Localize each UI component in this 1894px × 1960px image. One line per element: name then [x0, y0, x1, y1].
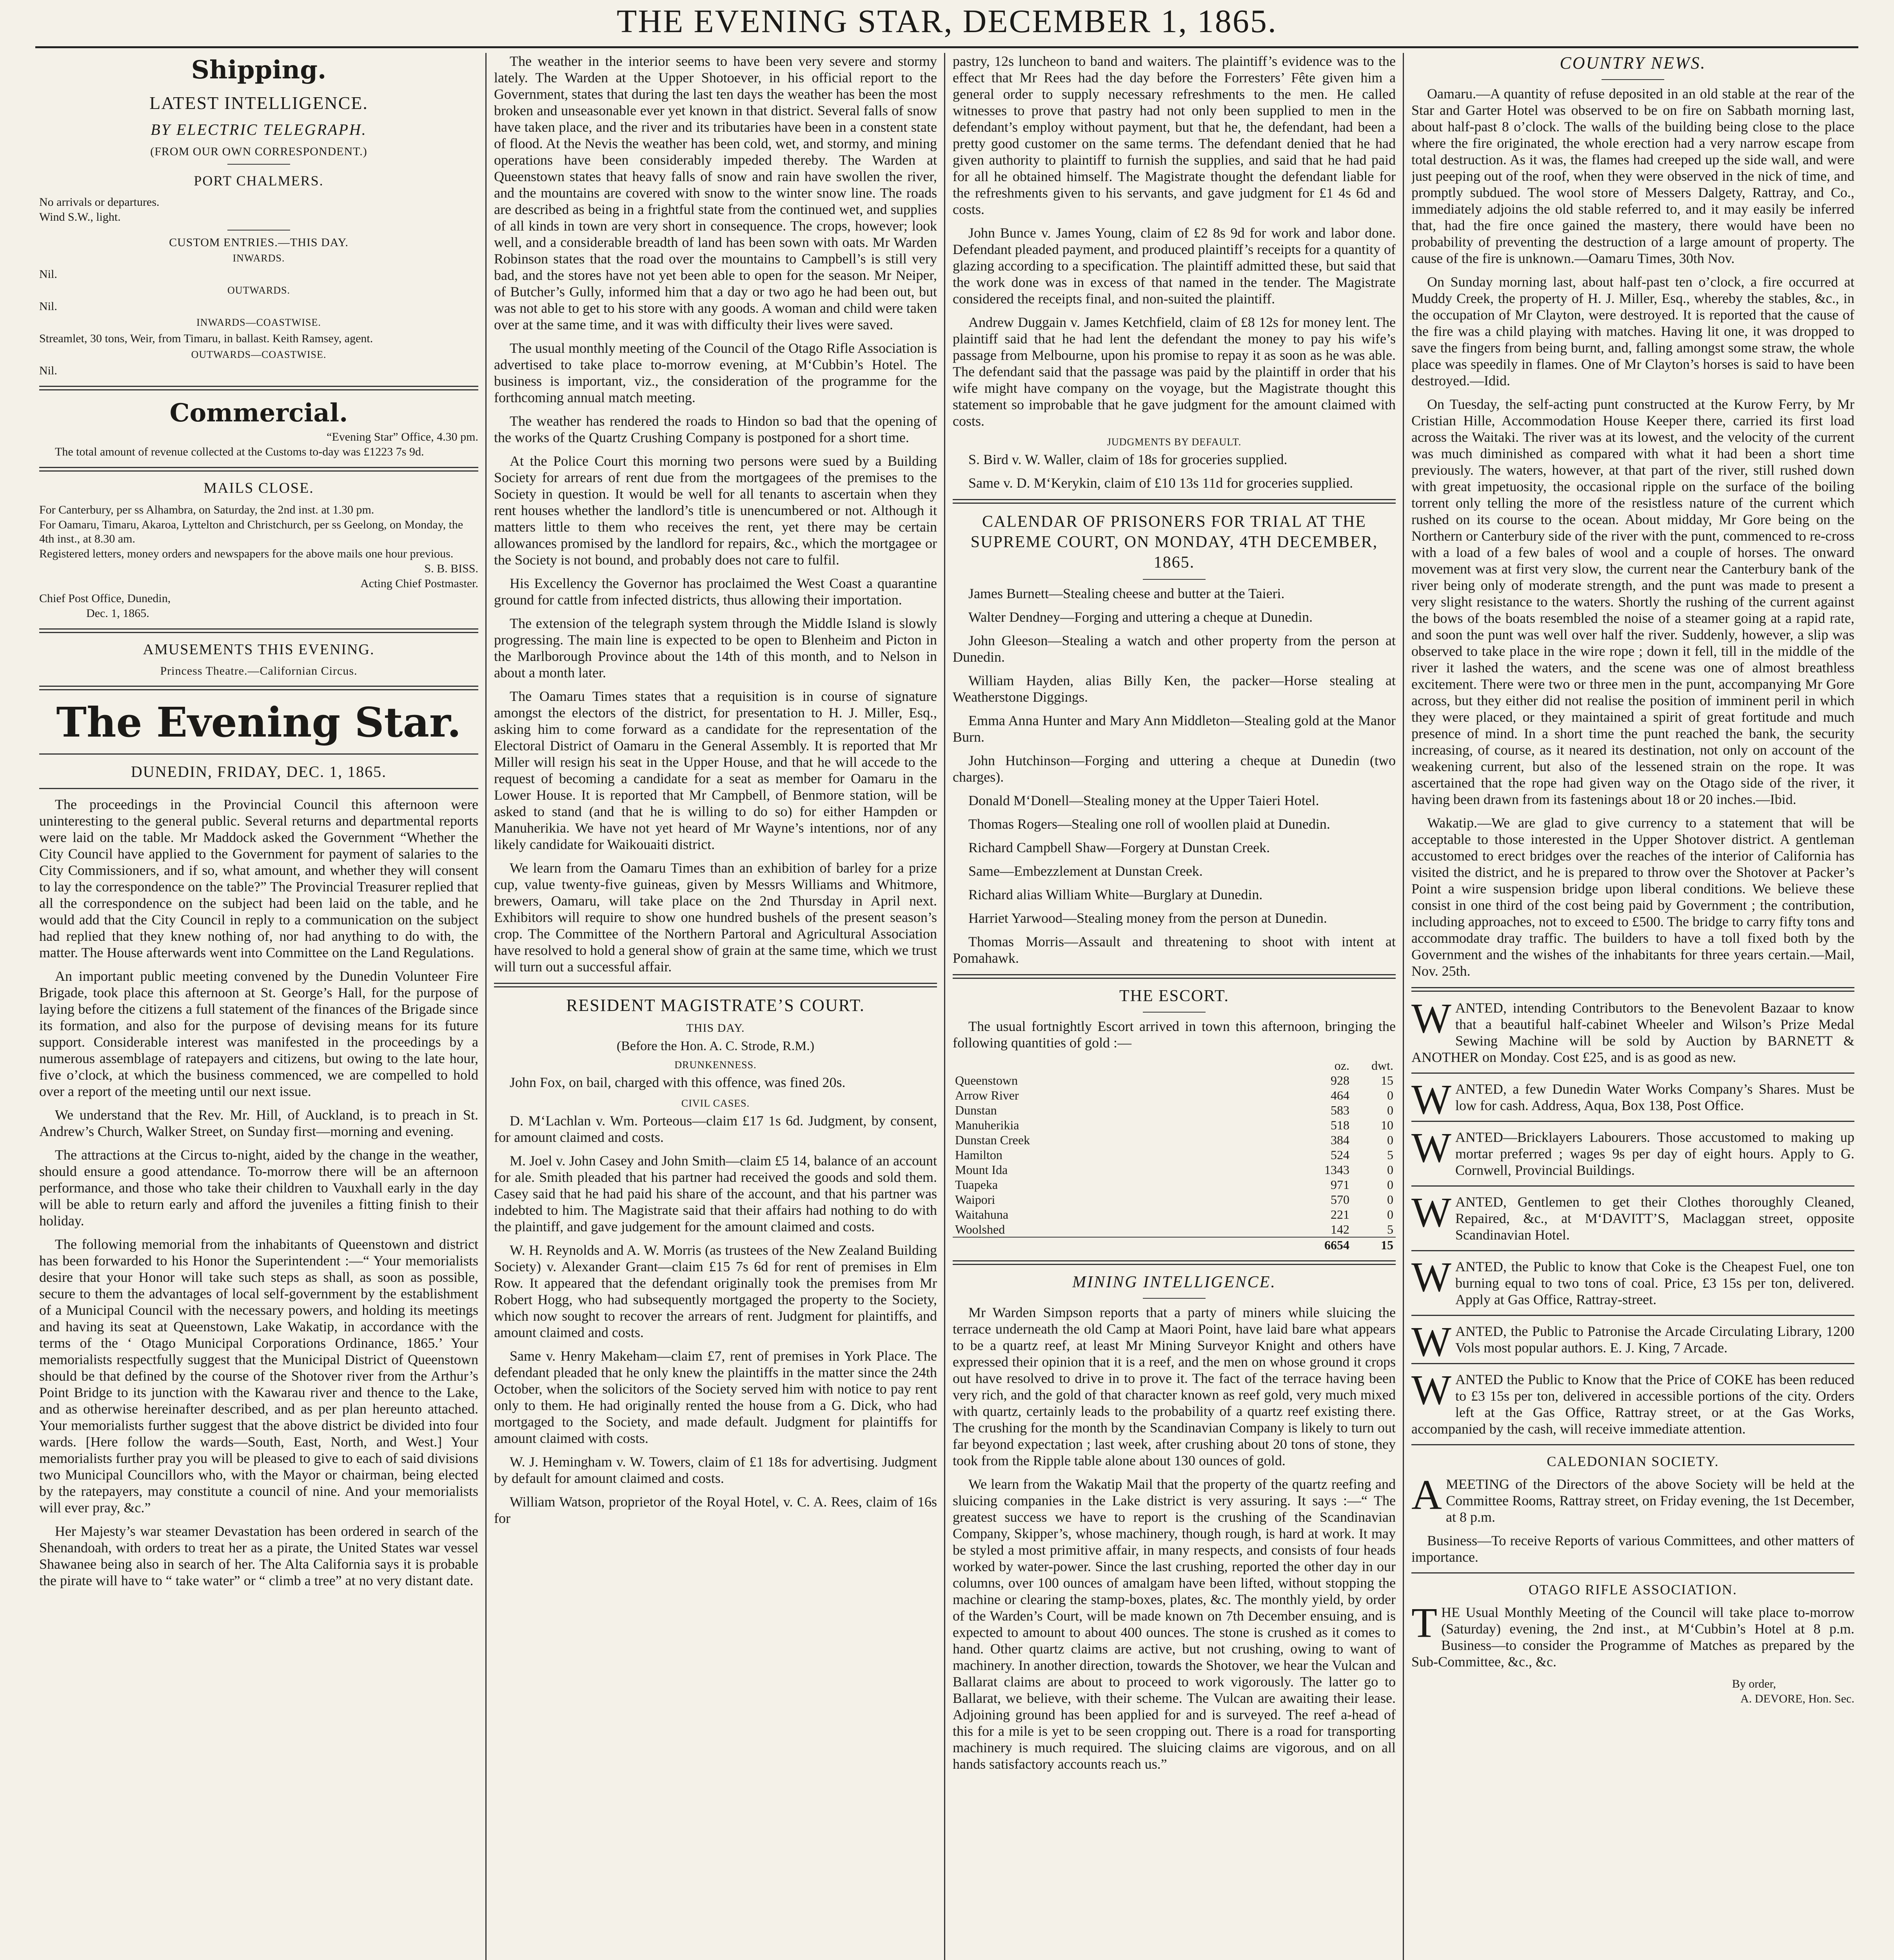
prisoner-entry: James Burnett—Stealing cheese and butter at the Taieri.	[968, 586, 1285, 601]
escort-place: Tuapeka	[955, 1178, 998, 1192]
mails-signature: S. B. BISS.	[424, 562, 478, 575]
case-paragraph: John Fox, on bail, charged with this offence, was fined 20s.	[510, 1074, 846, 1090]
default-judgments-heading: JUDGMENTS BY DEFAULT.	[1107, 436, 1242, 448]
escort-row	[953, 1192, 1396, 1207]
ad-text: MEETING of the Directors of the above Society will be held at the Committee Rooms, Rattray street, on Friday evening, the 1st December, at 8 p.m.	[1446, 1476, 1854, 1525]
escort-place: Dunstan	[955, 1103, 997, 1117]
escort-dwt: 0	[1387, 1192, 1393, 1207]
ad-text: ANTED, a few Dunedin Water Works Company’s Shares. Must be low for cash. Address, Aqua, Box 138, Post Office.	[1455, 1081, 1854, 1113]
prisoner-entry: Same—Embezzlement at Dunstan Creek.	[968, 863, 1203, 879]
outwards-coastwise-heading: OUTWARDS—COASTWISE.	[191, 349, 327, 360]
escort-oz: 464	[1331, 1088, 1349, 1102]
drop-cap: W	[1411, 1125, 1451, 1171]
section-rule	[39, 467, 478, 472]
prisoner-entry: William Hayden, alias Billy Ken, the packer—Horse stealing at Weatherstone Diggings.	[953, 673, 1396, 705]
advertisement	[1411, 1367, 1854, 1437]
mails-line: Registered letters, money orders and newspapers for the above mails one hour previous.	[39, 547, 454, 560]
latest-intelligence-heading: LATEST INTELLIGENCE.	[149, 93, 368, 113]
escort-dwt: 0	[1387, 1178, 1393, 1192]
nil-line: Nil.	[39, 268, 57, 281]
divider	[1143, 1298, 1206, 1299]
mails-signature: Dec. 1, 1865.	[86, 607, 149, 620]
advertisement	[1411, 1125, 1854, 1178]
escort-row	[953, 1103, 1396, 1118]
escort-oz: 570	[1331, 1192, 1349, 1207]
escort-dwt: 10	[1381, 1118, 1393, 1132]
escort-header-dwt: dwt.	[1371, 1058, 1393, 1073]
escort-row	[953, 1073, 1396, 1088]
escort-row	[953, 1132, 1396, 1147]
mails-line: For Oamaru, Timaru, Akaroa, Lyttelton and Christchurch, per ss Geelong, on Monday, the 4th inst., at 8.30 am.	[39, 518, 463, 545]
ad-signature: A. DEVORE, Hon. Sec.	[1740, 1692, 1854, 1705]
escort-heading: THE ESCORT.	[1119, 987, 1229, 1005]
divider	[39, 753, 478, 755]
escort-row	[953, 1147, 1396, 1162]
article-paragraph: The following memorial from the inhabitants of Queenstown and district has been forwarded to his Honor the Superintendent :—“ Your memorialists desire that your Honor will take such steps as shall, as soon as possible, secure to them the advantages of local self-government by the establishment of a Municipal Council with the necessary powers, and holding its meetings and having its seat at Queenstown, Lake Wakatip, in accordance with the terms of the ‘ Otago Municipal Corporations Ordinance, 1865.’ Your memorialists respectfully suggest that the Municipal District of Queenstown should be that defined by the course of the Shotover river from the Arthur’s Point Bridge to its junction with the Kawarau river and thence to the Lake, and as otherwise hereinafter described, and as per plan hereunto attached. Your memorialists further suggest that the above district be divided into four wards. [Here follow the wards—South, East, North, and West.] Your memorialists further pray you will be pleased to give to each of said divisions two Municipal Councillors who, with the Mayor or chairman, being elected by the ratepayers, may constitute a council of nine. And your memorialists will ever pray, &c.”	[39, 1236, 478, 1515]
column-rule	[485, 53, 487, 1960]
column-rule	[1403, 53, 1404, 1960]
escort-dwt: 5	[1387, 1222, 1393, 1236]
article-paragraph: At the Police Court this morning two persons were sued by a Building Society for arrears of rent due from the mortgagees of the premises to the Society in question. It would be well for all tenants to ascertain when they rent houses whether the landlord’s title is unencumbered or not. Although it matters little to them who receives the rent, yet there may be certain allowances promised by the landlord for repairs, &c., which the mortgagee or the Society is not bound, and probably does not care to fulfil.	[494, 453, 937, 568]
escort-place: Hamilton	[955, 1148, 1002, 1162]
escort-oz: 142	[1331, 1222, 1349, 1236]
escort-dwt: 0	[1387, 1103, 1393, 1117]
escort-oz: 583	[1331, 1103, 1349, 1117]
escort-intro: The usual fortnightly Escort arrived in town this afternoon, bringing the following quantities of gold :—	[953, 1018, 1396, 1051]
escort-place: Waitahuna	[955, 1207, 1009, 1221]
prisoner-entry: Richard alias William White—Burglary at Dunedin.	[968, 887, 1263, 902]
divider	[1411, 1250, 1854, 1251]
prisoner-entry: Thomas Morris—Assault and threatening to shoot with intent at Pomahawk.	[953, 934, 1396, 966]
ad-text: ANTED, the Public to know that Coke is the Cheapest Fuel, one ton burning equal to two tons of coal. Price, £3 15s per ton, delivered. Apply at Gas Office, Rattray-street.	[1455, 1259, 1854, 1307]
coastwise-entry: Streamlet, 30 tons, Weir, from Timaru, in ballast. Keith Ramsey, agent.	[39, 332, 373, 345]
escort-row	[953, 1222, 1396, 1237]
section-rule	[953, 499, 1396, 504]
column-2	[494, 53, 937, 1960]
section-rule	[39, 386, 478, 390]
escort-dwt: 5	[1387, 1148, 1393, 1162]
column-1	[39, 53, 478, 1960]
advertisement	[1411, 1254, 1854, 1308]
column-rule	[944, 53, 945, 1960]
article-paragraph: The attractions at the Circus to-night, aided by the change in the weather, should ensure a good attendance. To-morrow there will be an afternoon performance, and those who take their children to Vauxhall early in the day will be able to return early and afford the juveniles a fitting finish to their holiday.	[39, 1147, 478, 1229]
dateline: DUNEDIN, FRIDAY, DEC. 1, 1865.	[131, 763, 387, 780]
escort-table	[953, 1058, 1396, 1252]
drop-cap: W	[1411, 1367, 1451, 1414]
article-paragraph: The usual monthly meeting of the Council of the Otago Rifle Association is advertised to take place to-morrow evening, at M‘Cubbin’s Hotel. The business is important, viz., the consideration of the programme for the forthcoming annual match meeting.	[494, 340, 937, 405]
article-paragraph: Wakatip.—We are glad to give currency to a statement that will be acceptable to those interested in the Upper Shotover district. A gentleman accustomed to erect bridges over the reaches of the interior of California has visited the district, and he is prepared to throw over the Shotover at Packer’s Point a wire suspension bridge upon liberal conditions. We believe these consist in one third of the cost being paid by Government ; the contribution, including approaches, not to exceed to £500. The bridge to carry fifty tons and accommodate dray traffic. The builders to have a toll fixed both by the Government and the wishes of the inhabitants for three years certain.—Mail, Nov. 25th.	[1411, 815, 1854, 979]
port-line: Wind S.W., light.	[39, 211, 121, 223]
prisoner-entry: Thomas Rogers—Stealing one roll of woollen plaid at Dunedin.	[968, 816, 1330, 832]
civil-cases-heading: CIVIL CASES.	[681, 1098, 750, 1109]
section-rule	[494, 983, 937, 987]
divider	[1411, 1572, 1854, 1573]
escort-place: Mount Ida	[955, 1163, 1008, 1177]
escort-row	[953, 1088, 1396, 1103]
escort-place: Waipori	[955, 1192, 995, 1207]
commercial-office: “Evening Star” Office, 4.30 pm.	[327, 430, 478, 443]
article-paragraph: We understand that the Rev. Mr. Hill, of Auckland, is to preach in St. Andrew’s Church, Walker Street, on Sunday first—morning and evening.	[39, 1107, 478, 1139]
divider	[1143, 1012, 1206, 1013]
outwards-heading: OUTWARDS.	[227, 285, 290, 296]
port-heading: PORT CHALMERS.	[194, 173, 324, 189]
section-rule	[39, 628, 478, 633]
article-paragraph: The Oamaru Times states that a requisition is in course of signature amongst the electors of the district, for presentation to H. J. Miller, Esq., asking him to come forward as a candidate for the representation of the Electoral District of Oamaru in the General Assembly. It is reported that Mr Miller will resign his seat in the Upper House, and that he will accede to the request of becoming a candidate for a seat as member for Oamaru in the Lower House. It is reported that Mr Campbell, of Benmore station, will be asked to stand (and that he is willing to do so) for either Hampden or Manuherikia. We have not yet heard of Mr Wayne’s intentions, nor of any likely candidate for Waikouaiti district.	[494, 688, 937, 852]
article-paragraph: On Sunday morning last, about half-past ten o’clock, a fire occurred at Muddy Creek, the property of H. J. Miller, Esq., whereby the stables, &c., in the occupation of Mr Clayton, were destroyed. It is reported that the cause of the fire was a child playing with matches. Having lit one, it was dropped to save the fingers from being burnt, and, falling amongst some straw, the whole place was speedily in flames. One of Mr Clayton’s horses is said to have been destroyed.—Idid.	[1411, 274, 1854, 388]
escort-oz: 384	[1331, 1133, 1349, 1147]
inwards-coastwise-heading: INWARDS—COASTWISE.	[196, 317, 321, 328]
article-paragraph: We learn from the Wakatip Mail that the property of the quartz reefing and sluicing companies in the Lake district is very assuring. It says :—“ The greatest success we have to report is the crushing of the Scandinavian Company, Skipper’s, whose machinery, though rough, is hard at work. It may be styled a most primitive affair, in many respects, and consists of four heads worked by water-power. Since the last crushing, reported the other day in our columns, over 100 ounces of amalgam have been lifted, without stopping the machine or clearing the stamp-boxes, plates, &c. The monthly yield, by order of the Warden’s Court, will be made known on 7th December ensuing, and is expected to amount to about 400 ounces. The stone is crushed as it comes to hand. Other quartz claims are active, but not crushing, owing to want of machinery. In another direction, towards the Shotover, we hear the Vulcan and Ballarat claims are about to proceed to work vigorously. The latter go to Ballarat, we believe, with their scheme. The Vulcan are awaiting their lease. Adjoining ground has been applied for and is surveyed. The reef a-head of this for a mile is yet to be seen cropping out. There is a road for transporting machinery is much required. The sluicing claims are vigorous, and on all hands satisfactory accounts reach us.”	[953, 1476, 1396, 1772]
mails-heading: MAILS CLOSE.	[203, 480, 314, 496]
advertisement	[1411, 1076, 1854, 1123]
court-day: THIS DAY.	[686, 1022, 745, 1034]
article-paragraph: The weather has rendered the roads to Hindon so bad that the opening of the works of the Quartz Crushing Company is postponed for a short time.	[494, 413, 937, 445]
case-paragraph: W. H. Reynolds and A. W. Morris (as trustees of the New Zealand Building Society) v. Alexander Grant—claim £15 7s 6d for rent of premises in Elm Row. It appeared that the defendant originally took the premises from Mr Robert Hogg, who had subsequently mortgaged the property to the Society, which now sought to recover the arrears of rent. Judgment for plaintiffs, and amount claimed and costs.	[494, 1242, 937, 1340]
case-paragraph: Same v. Henry Makeham—claim £7, rent of premises in York Place. The defendant pleaded that he only knew the plaintiffs in the matter since the 24th October, when the solicitors of the Society served him with notice to pay rent only to them. He had originally rented the house from a G. Dick, who had mortgaged to the Society, and made default. Judgment for plaintiffs for amount claimed with costs.	[494, 1348, 937, 1446]
escort-header-oz: oz.	[1334, 1058, 1349, 1073]
escort-place: Queenstown	[955, 1073, 1018, 1087]
ad-text: ANTED, Gentlemen to get their Clothes thoroughly Cleaned, Repaired, &c., at M‘DAVITT’S, Maclaggan street, opposite Scandinavian Hotel.	[1455, 1194, 1854, 1243]
article-paragraph: Oamaru.—A quantity of refuse deposited in an old stable at the rear of the Star and Garter Hotel was observed to be on fire on Sabbath morning last, about half-past 8 o’clock. The walls of the building being close to the place where the fire originated, the whole erection had a very narrow escape from total destruction. As it was, the flames had creeped up the side wall, and were just peeping out of the roof, when they were observed in the nick of time, and promptly subdued. The wool store of Messers Dalgety, Rattray, and Co., immediately adjoins the old stable referred to, and it may easily be inferred that, had the fire once gained the mastery, there would have been no probability of preventing the destruction of a large amount of property. The cause of the fire is unknown.—Oamaru Times, 30th Nov.	[1411, 86, 1854, 266]
escort-oz: 518	[1331, 1118, 1349, 1132]
divider	[1143, 579, 1206, 580]
advertisement	[1411, 1472, 1854, 1525]
case-paragraph: Same v. D. M‘Kerykin, claim of £10 13s 11d for groceries supplied.	[968, 475, 1353, 491]
escort-place: Arrow River	[955, 1088, 1019, 1102]
advertisement	[1411, 1319, 1854, 1365]
ad-text: ANTED the Public to Know that the Price of COKE has been reduced to £3 15s per ton, delivered in accessible portions of the city. Orders left at the Gas Office, Rattray street, or at the Gas Works, accompanied by the cash, will receive immediate attention.	[1411, 1372, 1854, 1437]
case-paragraph: John Bunce v. James Young, claim of £2 8s 9d for work and labor done. Defendant pleaded payment, and produced plaintiff’s receipts for a quantity of glazing according to a specification. The plaintiff admitted these, but said that the work done was in excess of that named in the tender. The Magistrate considered the receipts final, and non-suited the plaintiff.	[953, 225, 1396, 307]
drunkenness-heading: DRUNKENNESS.	[674, 1059, 757, 1071]
article-paragraph: Mr Warden Simpson reports that a party of miners while sluicing the terrace underneath the old Camp at Maori Point, have laid bare what appears to be a quartz reef, at least Mr Mining Surveyor Knight and others have expressed their opinion that it is a reef, and the men on whose ground it crops out have resolved to drive in to prove it. The fact of the terrace having been very rich, and the gold of that character known as reef gold, very much mixed with quartz, certainly leads to the probability of a quartz reef existing there. The crushing for the month by the Scandinavian Company is likely to turn out far beyond expectation ; last week, after crushing about 20 tons of stone, they took from the Ripple table alone about 130 ounces of gold.	[953, 1305, 1396, 1468]
escort-oz: 928	[1331, 1073, 1349, 1087]
article-paragraph: The extension of the telegraph system through the Middle Island is slowly progressing. The main line is expected to be open to Blenheim and Picton in the Marlborough Province about the 14th of this month, and to Nelson in about a month later.	[494, 615, 937, 681]
divider	[1411, 1363, 1854, 1364]
escort-dwt: 0	[1387, 1133, 1393, 1147]
ad-text: ANTED—Bricklayers Labourers. Those accustomed to making up mortar preferred ; wages 9s per day of eight hours. Apply to G. Cornwell, Provincial Buildings.	[1455, 1129, 1854, 1178]
escort-row	[953, 1177, 1396, 1192]
drop-cap: W	[1411, 1076, 1451, 1123]
article-paragraph: The weather in the interior seems to have been very severe and stormy lately. The Warden at the Upper Shotoever, in his official report to the Government, states that during the last ten days the weather has been the most broken and unseasonable ever yet known in that district. Several falls of snow have taken place, and the river and its tributaries have been in a constent state of flood. At the Nevis the weather has been cold, wet, and stormy, and mining operations have been considerably impeded thereby. The Warden at Queenstown states that heavy falls of snow and rain have swollen the river, and the mountains are covered with snow to the winter snow line. The roads are described as being in a frightful state from the continued wet, and supplies of all kinds in town are very short in consequence. The crops, however; look well, and a considerable breadth of land has been sown with oats. Mr Warden Robinson states that the road over the mountains to Campbell’s is still very bad, and the stores have not yet been able to open for the season. Mr Neiper, of Butcher’s Gully, informed him that a day or two ago he had been out, but was not able to get to his store with any goods. A woman and child were taken over at the same time, and it was with difficulty their lives were saved.	[494, 53, 937, 332]
drop-cap: W	[1411, 1319, 1451, 1365]
divider	[1411, 1315, 1854, 1316]
calendar-heading: CALENDAR OF PRISONERS FOR TRIAL AT THE SUPREME COURT, ON MONDAY, 4TH DECEMBER, 1865.	[970, 513, 1378, 572]
escort-oz: 221	[1331, 1207, 1349, 1221]
escort-row	[953, 1162, 1396, 1177]
escort-oz: 524	[1331, 1148, 1349, 1162]
ad-text: Business—To receive Reports of various Committees, and other matters of importance.	[1411, 1533, 1854, 1565]
escort-dwt: 0	[1387, 1207, 1393, 1221]
prisoner-entry: John Gleeson—Stealing a watch and other property from the person at Dunedin.	[953, 633, 1396, 665]
amusements-heading: AMUSEMENTS THIS EVENING.	[143, 641, 375, 658]
prisoner-entry: Donald M‘Donell—Stealing money at the Upper Taieri Hotel.	[968, 793, 1319, 808]
commercial-text: The total amount of revenue collected at the Customs to-day was £1223 7s 9d.	[55, 445, 424, 458]
case-paragraph: D. M‘Lachlan v. Wm. Porteous—claim £17 1s 6d. Judgment, by consent, for amount claimed and costs.	[494, 1113, 937, 1145]
ad-text: ANTED, intending Contributors to the Benevolent Bazaar to know that a beautiful half-cabinet Wheeler and Wilson’s Prize Medal Sewing Machine will be sold by Auction by BARNETT & ANOTHER on Monday. Cost £25, and is as good as new.	[1411, 1000, 1854, 1065]
customs-heading: CUSTOM ENTRIES.—THIS DAY.	[169, 236, 349, 249]
divider	[227, 164, 290, 165]
own-correspondent: (FROM OUR OWN CORRESPONDENT.)	[150, 145, 367, 158]
drop-cap: W	[1411, 995, 1451, 1042]
escort-oz: 971	[1331, 1178, 1349, 1192]
escort-oz: 1343	[1324, 1163, 1349, 1177]
divider	[1602, 79, 1664, 80]
prisoner-list	[953, 585, 1396, 966]
escort-header-place	[953, 1058, 1292, 1073]
mails-line: For Canterbury, per ss Alhambra, on Saturday, the 2nd inst. at 1.30 pm.	[39, 503, 374, 516]
case-paragraph: Andrew Duggain v. James Ketchfield, claim of £8 12s for money lent. The plaintiff said that he had lent the defendant the money to pay his wife’s passage from Melbourne, upon his promise to repay it as soon as he was able. The defendant said that the passage was paid by the plaintiff in order that his wife might have company on the voyage, but the Magistrate thought this statement so improbable that he gave judgment for the amount claimed with costs.	[953, 314, 1396, 429]
case-paragraph: pastry, 12s luncheon to band and waiters. The plaintiff’s evidence was to the effect that Mr Rees had the day before the Forresters’ Fête given him a general order to supply necessary refreshments to the men. He called witnesses to prove that pastry had not only been supplied to men in the defendant’s employ without payment, but that he, the defendant, had been a pretty good customer on the same terms. The defendant denied that he had given authority to plaintiff to furnish the supplies, and said that he had paid for all he obtained himself. The Magistrate thought the defendant liable for the refreshments given to his servants, and gave judgment for £1 4s 6d and costs.	[953, 53, 1396, 217]
escort-total-row	[953, 1237, 1396, 1252]
escort-header-row	[953, 1058, 1396, 1073]
drop-cap: A	[1411, 1472, 1442, 1518]
case-paragraph: S. Bird v. W. Waller, claim of 18s for groceries supplied.	[968, 452, 1287, 467]
inwards-heading: INWARDS.	[232, 252, 285, 264]
article-paragraph: His Excellency the Governor has proclaimed the West Coast a quarantine ground for cattle from infected districts, thus allowing their importation.	[494, 575, 937, 608]
section-rule	[953, 974, 1396, 979]
caledonian-heading: CALEDONIAN SOCIETY.	[1547, 1454, 1719, 1469]
escort-place: Dunstan Creek	[955, 1133, 1030, 1147]
ad-text: ANTED, the Public to Patronise the Arcade Circulating Library, 1200 Vols most popular authors. E. J. King, 7 Arcade.	[1455, 1323, 1854, 1356]
mails-signature: Acting Chief Postmaster.	[360, 577, 478, 590]
section-rule	[1411, 987, 1854, 992]
paper-title: The Evening Star.	[56, 698, 461, 746]
escort-total-label	[953, 1237, 1292, 1252]
escort-dwt: 0	[1387, 1163, 1393, 1177]
escort-row	[953, 1118, 1396, 1132]
column-4	[1411, 53, 1854, 1960]
drop-cap: W	[1411, 1254, 1451, 1301]
mails-signature: Chief Post Office, Dunedin,	[39, 592, 171, 605]
port-line: No arrivals or departures.	[39, 196, 160, 209]
escort-total-dwt: 15	[1352, 1237, 1396, 1252]
escort-place: Woolshed	[955, 1222, 1005, 1236]
top-rule	[35, 46, 1858, 48]
ad-text: HE Usual Monthly Meeting of the Council will take place to-morrow (Saturday) evening, the 2nd inst., at M‘Cubbin’s Hotel at 8 p.m. Business—to consider the Programme of Matches as prepared by the Sub-Committee, &c., &c.	[1411, 1604, 1854, 1670]
rifle-association-heading: OTAGO RIFLE ASSOCIATION.	[1528, 1582, 1738, 1597]
nil-line: Nil.	[39, 300, 57, 313]
court-heading: RESIDENT MAGISTRATE’S COURT.	[566, 996, 865, 1015]
case-paragraph: M. Joel v. John Casey and John Smith—claim £5 14, balance of an account for ale. Smith pleaded that his partner had received the goods and sold them. Casey said that he had paid his share of the account, and that his partner was indebted to him. The Magistrate said that their affairs had nothing to do with the plaintiff, and gave judgement for the amount claimed and costs.	[494, 1153, 937, 1234]
escort-dwt: 15	[1381, 1073, 1393, 1087]
article-paragraph: Her Majesty’s war steamer Devastation has been ordered in search of the Shenandoah, with orders to treat her as a pirate, the United States war vessel Shawanee being also in search of her. The Alta California says it is probable the pirate will have to “ take water” or “ climb a tree” at no very distant date.	[39, 1523, 478, 1588]
amusements-text: Princess Theatre.—Californian Circus.	[160, 664, 358, 677]
prisoner-entry: Emma Anna Hunter and Mary Ann Middleton—Stealing gold at the Manor Burn.	[953, 713, 1396, 745]
drop-cap: W	[1411, 1189, 1451, 1236]
section-rule	[953, 1260, 1396, 1265]
escort-total-oz: 6654	[1292, 1237, 1352, 1252]
column-3	[953, 53, 1396, 1960]
divider	[1411, 1121, 1854, 1122]
prisoner-entry: Richard Campbell Shaw—Forgery at Dunstan Creek.	[968, 840, 1270, 855]
commercial-heading: Commercial.	[169, 398, 348, 428]
advertisement	[1411, 1600, 1854, 1670]
shipping-heading: Shipping.	[191, 55, 327, 85]
escort-place: Manuherikia	[955, 1118, 1019, 1132]
telegraph-subheading: BY ELECTRIC TELEGRAPH.	[151, 121, 367, 138]
article-paragraph: On Tuesday, the self-acting punt constructed at the Kurow Ferry, by Mr Cristian Hille, Accommodation House Keeper there, carried its first load across the Waitaki. The river was at its lowest, and the velocity of the current was much diminished as compared with what it had been a short time previously. The waters, however, at that part of the river, still rushed down with great impetuosity, the occasional ripple on the surface of the boiling torrent only telling the more of the resistless nature of the current which rushed on its course to the ocean. About midday, Mr Gore being on the Northern or Canterbury side of the river with the punt, commenced to re-cross with a load of a few bales of wool and a couple of horses. The onward movement was at first very slow, the current near the Canterbury bank of the river being only of moderate strength, and the punt was made to present a very slight resistance to the waters. Shortly the rushing of the current against the bows of the boats resembled the noise of a steamer going at a rapid rate, and soon the punt was well over half the river. Suddenly, however, a slip was observed to take place in the wire rope ; down it fell, till in the middle of the river it lashed the waters, and the scene was one of almost breathless excitement. There were two or three men in the punt, accompanying Mr Gore across, but they either did not realise the position of imminent peril in which they were placed, or they maintained a spirit of great fortitude and much presence of mind. In a short time the punt reached the bank, the security increasing, of course, as it neared its destination, not only on account of the weakening current, but also of the lessened strain on the rope. It was ascertained that the rope had given way on the Otago side of the river, it having been drawn from its fastenings about 18 or 20 inches.—Ibid.	[1411, 396, 1854, 807]
country-news-heading: COUNTRY NEWS.	[1560, 53, 1706, 73]
masthead: THE EVENING STAR, DECEMBER 1, 1865.	[617, 3, 1277, 40]
advertisement	[1411, 1189, 1854, 1243]
prisoner-entry: Walter Dendney—Forging and uttering a cheque at Dunedin.	[968, 609, 1313, 625]
escort-row	[953, 1207, 1396, 1222]
nil-line: Nil.	[39, 364, 57, 377]
section-rule	[39, 686, 478, 690]
case-paragraph: W. J. Hemingham v. W. Towers, claim of £1 18s for advertising. Judgment by default for amount claimed and costs.	[494, 1454, 937, 1486]
escort-dwt: 0	[1387, 1088, 1393, 1102]
advertisement	[1411, 995, 1854, 1065]
divider	[1411, 1073, 1854, 1074]
divider	[1411, 1444, 1854, 1445]
divider	[39, 788, 478, 789]
article-paragraph: The proceedings in the Provincial Council this afternoon were uninteresting to the general public. Several returns and departmental reports were laid on the table. Mr Maddock asked the Government “Whether the City Council have applied to the Government for payment of salaries to the City Commissioners, and if so, what amount, and whether they will consent to lay the correspondence on the table?” The Provincial Treasurer replied that all the correspondence on the subject had been laid on the table, and he would add that the City Council in reply to a communication on the subject had replied that they knew nothing of, nor had anything to do with, the matter. The House afterwards went into Committee on the Land Regulations.	[39, 797, 478, 960]
divider	[1411, 1185, 1854, 1187]
article-paragraph: An important public meeting convened by the Dunedin Volunteer Fire Brigade, took place this afternoon at St. George’s Hall, for the purpose of laying before the citizens a full statement of the finances of the Brigade since its formation, and also for the purpose of devising means for its future support. Considerable interest was manifested in the proceedings by a numerous assemblage of ratepayers and citizens, but owing to the late hour, five o’clock, at which the business commenced, we are compelled to hold over a report of the meeting until our next issue.	[39, 968, 478, 1099]
case-paragraph: William Watson, proprietor of the Royal Hotel, v. C. A. Rees, claim of 16s for	[494, 1494, 937, 1526]
ad-order-line: By order,	[1732, 1677, 1776, 1690]
court-before: (Before the Hon. A. C. Strode, R.M.)	[616, 1039, 815, 1053]
prisoner-entry: John Hutchinson—Forging and uttering a cheque at Dunedin (two charges).	[953, 753, 1396, 785]
prisoner-entry: Harriet Yarwood—Stealing money from the person at Dunedin.	[968, 910, 1327, 926]
mining-heading: MINING INTELLIGENCE.	[1072, 1273, 1276, 1291]
drop-cap: T	[1411, 1600, 1437, 1646]
article-paragraph: We learn from the Oamaru Times than an exhibition of barley for a prize cup, value twenty-five guineas, given by Messrs Williams and Whitmore, brewers, Oamaru, will take place on the 2nd Thursday in April next. Exhibitors will require to show one hundred bushels of the present season’s crop. The Committee of the Northern Partoral and Agricultural Association have resolved to hold a general show of grain at the same time, which we trust will turn out a successful affair.	[494, 860, 937, 975]
